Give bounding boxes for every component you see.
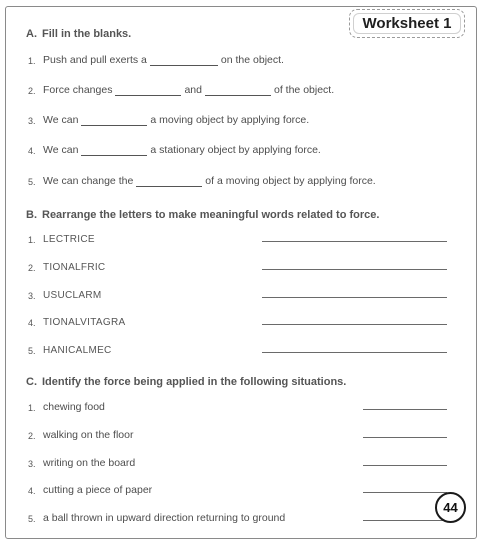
answer-line[interactable] — [363, 465, 447, 466]
question-text: Push and pull exerts a — [43, 54, 147, 66]
answer-line[interactable] — [262, 269, 447, 270]
question-number: 5. — [28, 177, 36, 187]
question-a-2 — [28, 82, 334, 96]
worksheet-title-tab — [349, 9, 465, 38]
question-text: of the object. — [274, 84, 335, 96]
question-number: 3. — [28, 116, 36, 126]
situation-c-3 — [28, 455, 135, 469]
section-b-letter: B. — [26, 209, 37, 221]
question-text: and — [184, 84, 202, 96]
question-text: We can — [43, 144, 79, 156]
answer-line[interactable] — [262, 297, 447, 298]
situation-c-2 — [28, 427, 133, 441]
question-number: 4. — [28, 318, 36, 328]
situation-c-4 — [28, 482, 152, 496]
fill-blank[interactable] — [136, 177, 202, 187]
question-number: 2. — [28, 431, 36, 441]
section-a-letter: A. — [26, 28, 37, 40]
fill-blank[interactable] — [81, 116, 147, 126]
question-number: 4. — [28, 146, 36, 156]
question-number: 3. — [28, 459, 36, 469]
scramble-b-5 — [28, 342, 112, 356]
scramble-b-1 — [28, 231, 95, 245]
question-text: a stationary object by applying force. — [150, 144, 321, 156]
situation-text: walking on the floor — [43, 429, 134, 441]
section-c-title: Identify the force being applied in the following situations. — [42, 376, 347, 388]
scrambled-word: HANICALMEC — [43, 345, 112, 356]
question-a-4 — [28, 142, 321, 156]
question-text: on the object. — [220, 54, 284, 66]
question-a-1 — [28, 52, 284, 66]
answer-line[interactable] — [262, 241, 447, 242]
scrambled-word: TIONALFRIC — [43, 262, 106, 273]
page-number-badge: 44 — [435, 492, 466, 523]
situation-text: chewing food — [43, 401, 105, 413]
question-text: Force changes — [43, 84, 113, 96]
situation-text: cutting a piece of paper — [43, 484, 153, 496]
fill-blank[interactable] — [81, 146, 147, 156]
scramble-b-3 — [28, 287, 102, 301]
answer-line[interactable] — [262, 324, 447, 325]
question-number: 5. — [28, 346, 36, 356]
answer-line[interactable] — [363, 492, 447, 493]
fill-blank[interactable] — [115, 86, 181, 96]
section-a-title: Fill in the blanks. — [42, 28, 132, 40]
answer-line[interactable] — [363, 520, 447, 521]
question-text: We can change the — [43, 175, 134, 187]
section-c-letter: C. — [26, 376, 37, 388]
question-number: 4. — [28, 486, 36, 496]
scrambled-word: TIONALVITAGRA — [43, 317, 126, 328]
section-a-heading — [26, 28, 131, 40]
question-text: We can — [43, 114, 79, 126]
question-number: 3. — [28, 291, 36, 301]
situation-text: writing on the board — [43, 457, 136, 469]
scrambled-word: USUCLARM — [43, 290, 102, 301]
scrambled-word: LECTRICE — [43, 234, 95, 245]
situation-text: a ball thrown in upward direction returning to ground — [43, 512, 286, 524]
question-text: a moving object by applying force. — [150, 114, 310, 126]
question-number: 1. — [28, 235, 36, 245]
question-number: 5. — [28, 514, 36, 524]
scramble-b-4 — [28, 314, 125, 328]
question-number: 2. — [28, 263, 36, 273]
question-a-3 — [28, 112, 309, 126]
answer-line[interactable] — [363, 437, 447, 438]
question-text: of a moving object by applying force. — [205, 175, 376, 187]
situation-c-1 — [28, 399, 105, 413]
answer-line[interactable] — [262, 352, 447, 353]
fill-blank[interactable] — [150, 56, 218, 66]
scramble-b-2 — [28, 259, 105, 273]
worksheet-title: Worksheet 1 — [362, 15, 452, 32]
question-a-5 — [28, 173, 376, 187]
question-number: 1. — [28, 403, 36, 413]
section-b-title: Rearrange the letters to make meaningful words related to force. — [42, 209, 380, 221]
fill-blank[interactable] — [205, 86, 271, 96]
question-number: 2. — [28, 86, 36, 96]
situation-c-5 — [28, 510, 285, 524]
section-b-heading — [26, 209, 379, 221]
section-c-heading — [26, 376, 346, 388]
question-number: 1. — [28, 56, 36, 66]
answer-line[interactable] — [363, 409, 447, 410]
